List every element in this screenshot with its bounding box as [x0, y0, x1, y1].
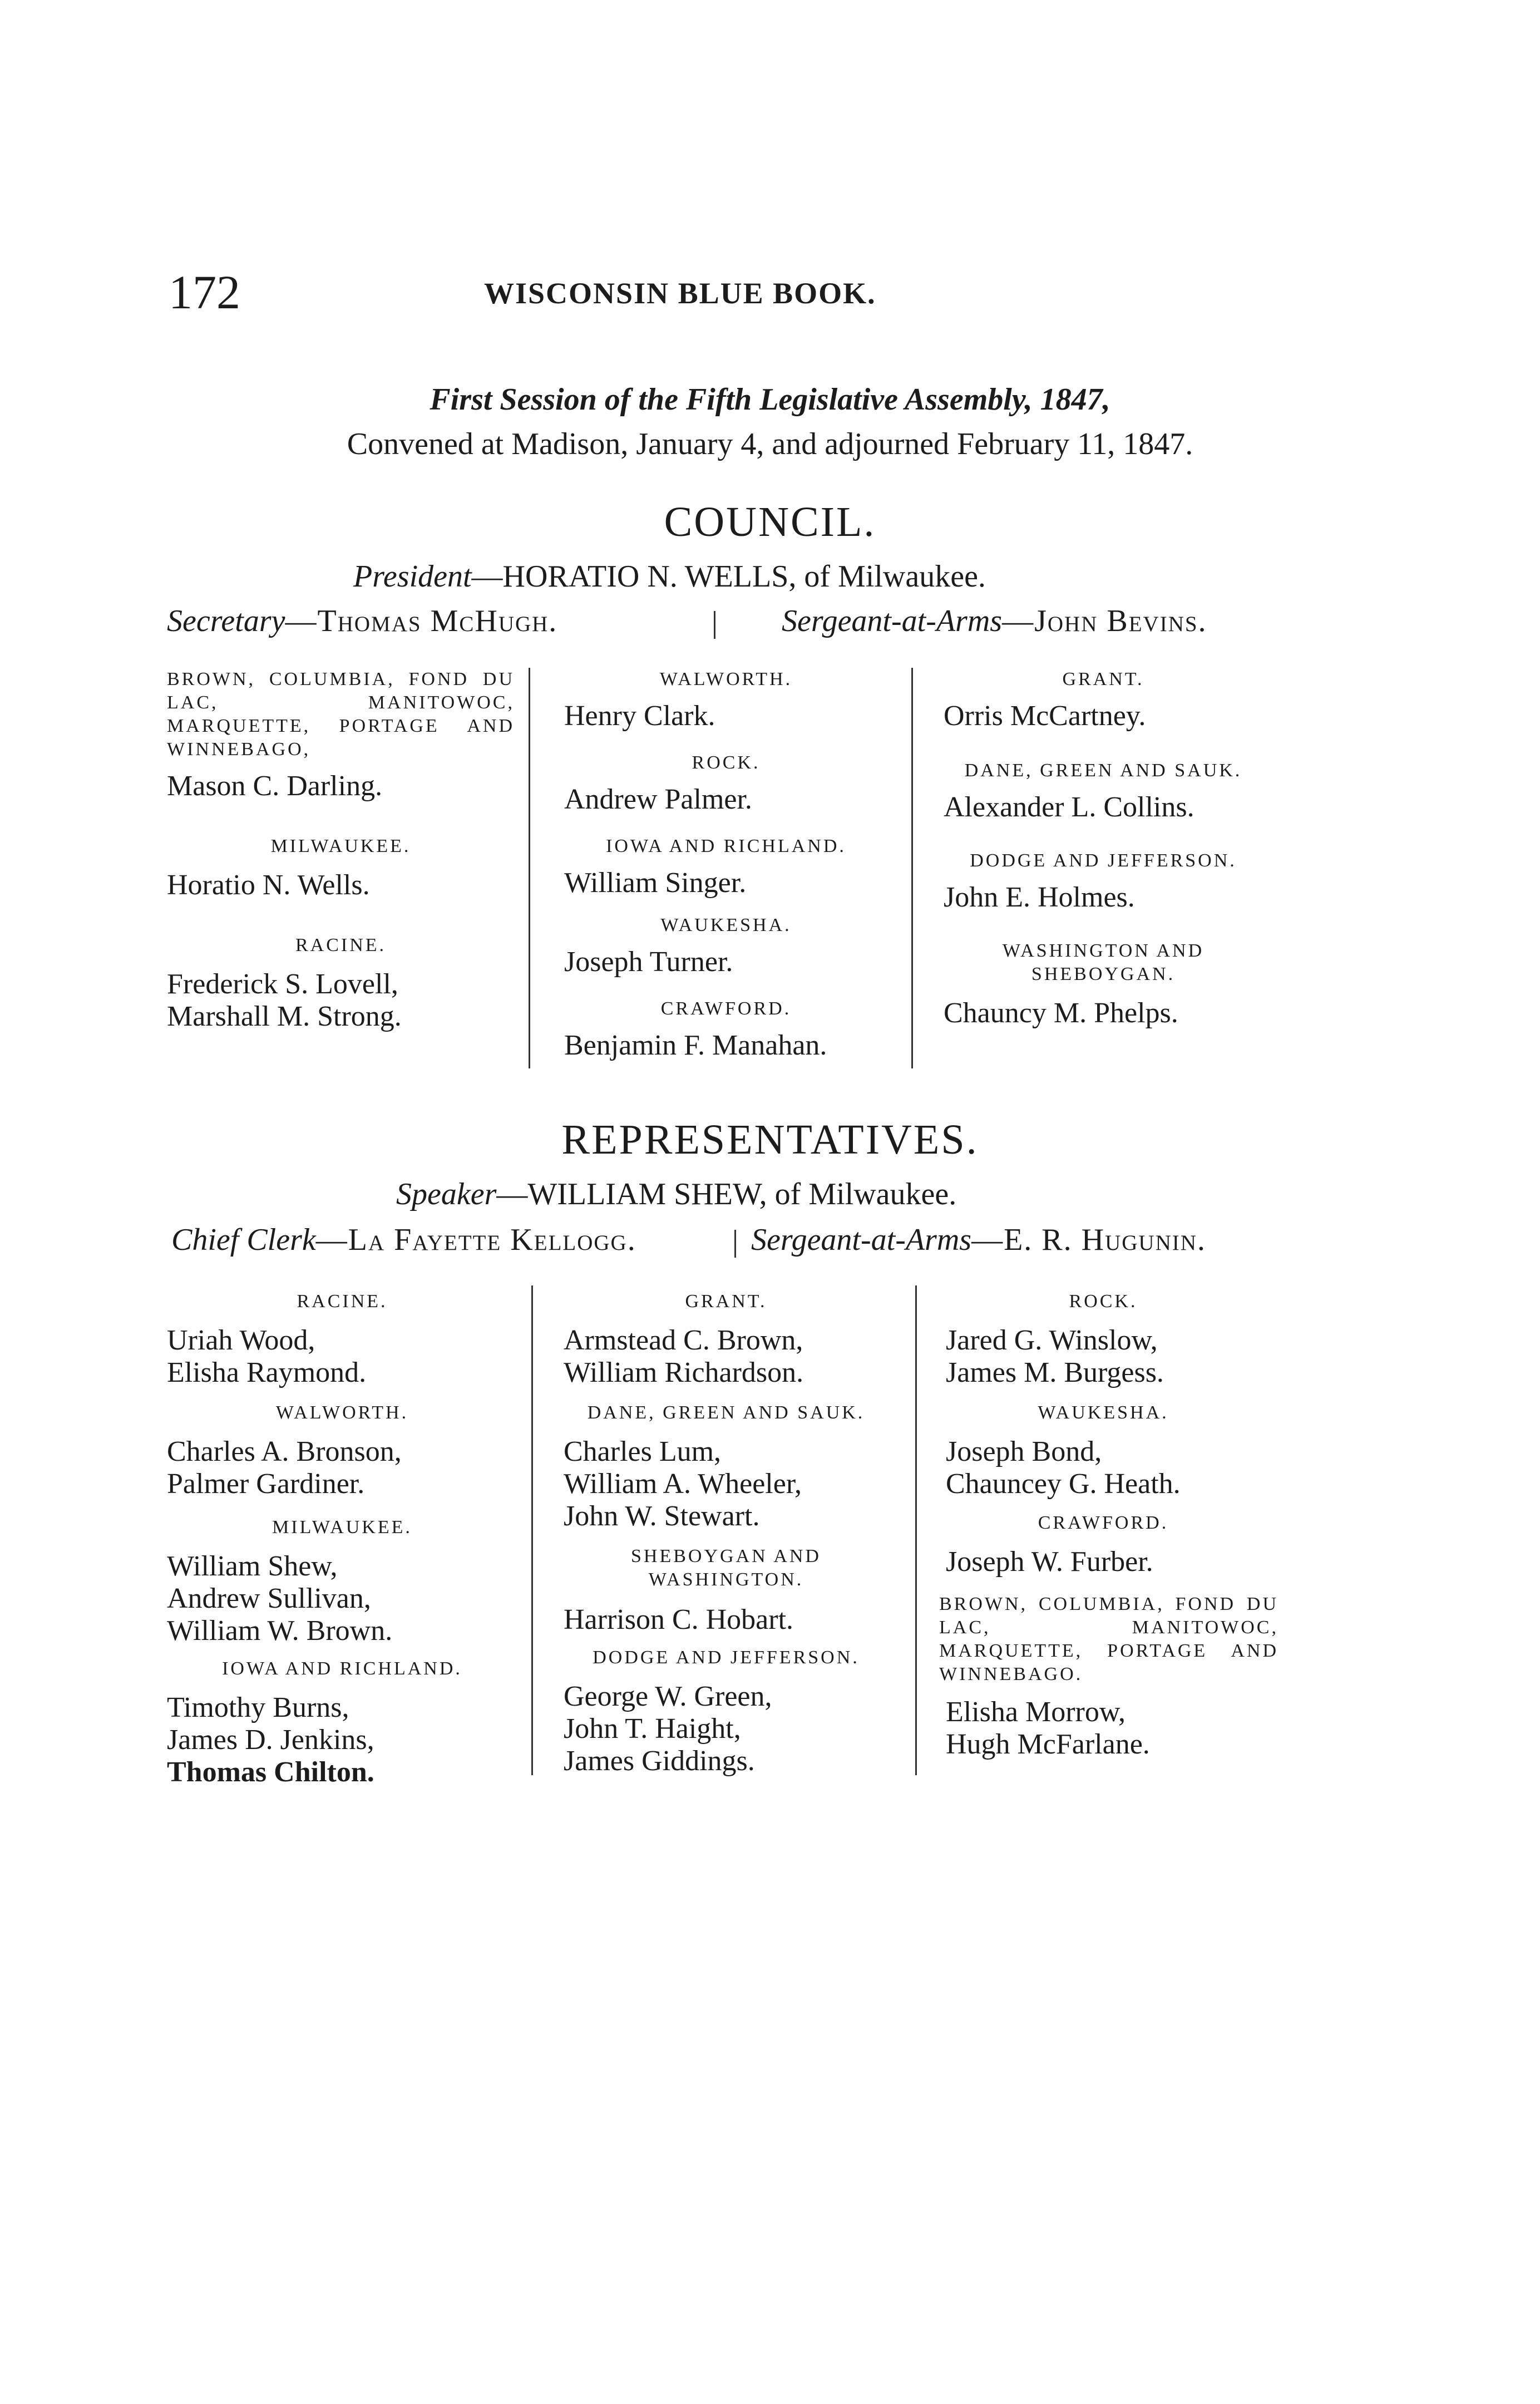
rep-column-2: [548, 1290, 904, 1777]
member-name: Palmer Gardiner.: [167, 1468, 365, 1500]
council-president: [353, 561, 986, 592]
district-label: WAUKESHA.: [1038, 1402, 1169, 1423]
district-label: CRAWFORD.: [1038, 1513, 1169, 1533]
column-divider: [529, 668, 530, 1068]
council-column-2: [551, 668, 901, 1062]
district-label: RACINE.: [297, 1291, 388, 1312]
running-head: WISCONSIN BLUE BOOK.: [484, 277, 876, 310]
clerk-value: —La Fayette Kellogg.: [315, 1223, 636, 1257]
member-name: Joseph Bond,: [946, 1436, 1102, 1467]
district-label: CRAWFORD.: [660, 998, 792, 1019]
district-label: DODGE AND JEFFERSON.: [970, 850, 1237, 871]
rep-column-1: [167, 1290, 517, 1789]
member-name: Chauncey G. Heath.: [946, 1468, 1181, 1500]
member-name: William Shew,: [167, 1550, 338, 1582]
district-label: GRANT.: [685, 1291, 767, 1312]
member-name: Alexander L. Collins.: [944, 791, 1195, 823]
member-name: Harrison C. Hobart.: [564, 1604, 794, 1635]
secretary-label: Secretary: [167, 604, 285, 638]
member-name: Charles A. Bronson,: [167, 1436, 402, 1467]
member-name: Thomas Chilton.: [167, 1756, 374, 1788]
district-label: MILWAUKEE.: [270, 836, 411, 856]
member-name: William Singer.: [564, 867, 747, 899]
member-name: Mason C. Darling.: [167, 770, 383, 802]
council-column-1: [167, 668, 515, 1033]
rep-column-3: [928, 1290, 1279, 1761]
member-name: Joseph W. Furber.: [946, 1546, 1153, 1578]
district-label: WALWORTH.: [659, 669, 793, 689]
member-name: James D. Jenkins,: [167, 1724, 374, 1756]
member-name: Andrew Palmer.: [564, 784, 752, 815]
member-name: James M. Burgess.: [946, 1357, 1164, 1388]
district-label: WASHINGTON AND SHEBOYGAN.: [1002, 940, 1205, 984]
sergeant-label: Sergeant-at-Arms: [782, 604, 1003, 638]
member-name: Joseph Turner.: [564, 946, 733, 978]
district-label: WAUKESHA.: [660, 915, 792, 935]
district-label: SHEBOYGAN AND WASHINGTON.: [631, 1546, 821, 1590]
member-name: Armstead C. Brown,: [564, 1324, 803, 1356]
member-name: John W. Stewart.: [564, 1500, 760, 1532]
column-divider: [531, 1285, 533, 1775]
district-label: IOWA AND RICHLAND.: [222, 1658, 462, 1679]
session-title: First Session of the Fifth Legislative Assembly, 1847,: [430, 382, 1110, 417]
rep-clerk: [171, 1224, 636, 1255]
member-name: Charles Lum,: [564, 1436, 722, 1467]
officer-divider: [734, 1230, 736, 1258]
member-name: Marshall M. Strong.: [167, 1001, 402, 1032]
district-label: ROCK.: [692, 752, 761, 773]
member-name: Frederick S. Lovell,: [167, 968, 398, 1000]
rep-speaker: [396, 1179, 956, 1210]
member-name: Uriah Wood,: [167, 1324, 315, 1356]
district-label: BROWN, COLUMBIA, FOND DU LAC, MANITOWOC, MARQUETTE, PORTAGE AND WINNEBAGO,: [167, 669, 515, 760]
district-label: RACINE.: [295, 935, 387, 955]
council-secretary: [167, 605, 557, 637]
member-name: Hugh McFarlane.: [946, 1728, 1150, 1760]
member-name: Andrew Sullivan,: [167, 1583, 371, 1614]
member-name: Timothy Burns,: [167, 1692, 349, 1723]
member-name: George W. Green,: [564, 1681, 772, 1712]
council-heading: COUNCIL.: [664, 499, 876, 545]
sergeant-value: —John Bevins.: [1002, 604, 1207, 638]
rep-sergeant: [751, 1224, 1206, 1255]
member-name: Horatio N. Wells.: [167, 869, 370, 901]
representatives-heading: REPRESENTATIVES.: [561, 1116, 979, 1163]
member-name: William A. Wheeler,: [564, 1468, 802, 1500]
member-name: John E. Holmes.: [944, 881, 1135, 913]
sergeant-label: Sergeant-at-Arms: [751, 1223, 972, 1257]
district-label: DANE, GREEN AND SAUK.: [964, 760, 1242, 781]
column-divider: [911, 668, 913, 1068]
member-name: Benjamin F. Manahan.: [564, 1029, 827, 1061]
member-name: John T. Haight,: [564, 1713, 741, 1745]
president-label: President: [353, 559, 472, 594]
president-value: —HORATIO N. WELLS, of Milwaukee.: [471, 559, 986, 594]
district-label: MILWAUKEE.: [272, 1517, 412, 1538]
speaker-value: —WILLIAM SHEW, of Milwaukee.: [496, 1177, 957, 1211]
member-name: William Richardson.: [564, 1357, 804, 1388]
member-name: Henry Clark.: [564, 700, 715, 732]
member-name: Elisha Raymond.: [167, 1357, 367, 1388]
secretary-value: —Thomas McHugh.: [285, 604, 558, 638]
council-column-3: [928, 668, 1279, 1029]
officer-divider: [714, 611, 715, 639]
council-sergeant: [782, 605, 1207, 637]
district-label: DODGE AND JEFFERSON.: [593, 1647, 860, 1668]
page-number: 172: [169, 265, 240, 319]
member-name: Orris McCartney.: [944, 700, 1146, 732]
member-name: Jared G. Winslow,: [946, 1324, 1158, 1356]
session-subtitle: Convened at Madison, January 4, and adjourned February 11, 1847.: [347, 427, 1193, 461]
speaker-label: Speaker: [396, 1177, 497, 1211]
district-label: GRANT.: [1062, 669, 1144, 689]
district-label: IOWA AND RICHLAND.: [606, 836, 846, 856]
district-label: ROCK.: [1069, 1291, 1138, 1312]
district-label: DANE, GREEN AND SAUK.: [587, 1402, 865, 1423]
member-name: James Giddings.: [564, 1745, 755, 1777]
sergeant-value: —E. R. Hugunin.: [971, 1223, 1206, 1257]
member-name: Chauncy M. Phelps.: [944, 997, 1178, 1029]
district-label: WALWORTH.: [275, 1402, 409, 1423]
district-label: BROWN, COLUMBIA, FOND DU LAC, MANITOWOC, MARQUETTE, PORTAGE AND WINNEBAGO.: [939, 1594, 1279, 1684]
clerk-label: Chief Clerk: [171, 1223, 316, 1257]
member-name: Elisha Morrow,: [946, 1696, 1126, 1728]
column-divider: [915, 1285, 917, 1775]
member-name: William W. Brown.: [167, 1615, 393, 1647]
